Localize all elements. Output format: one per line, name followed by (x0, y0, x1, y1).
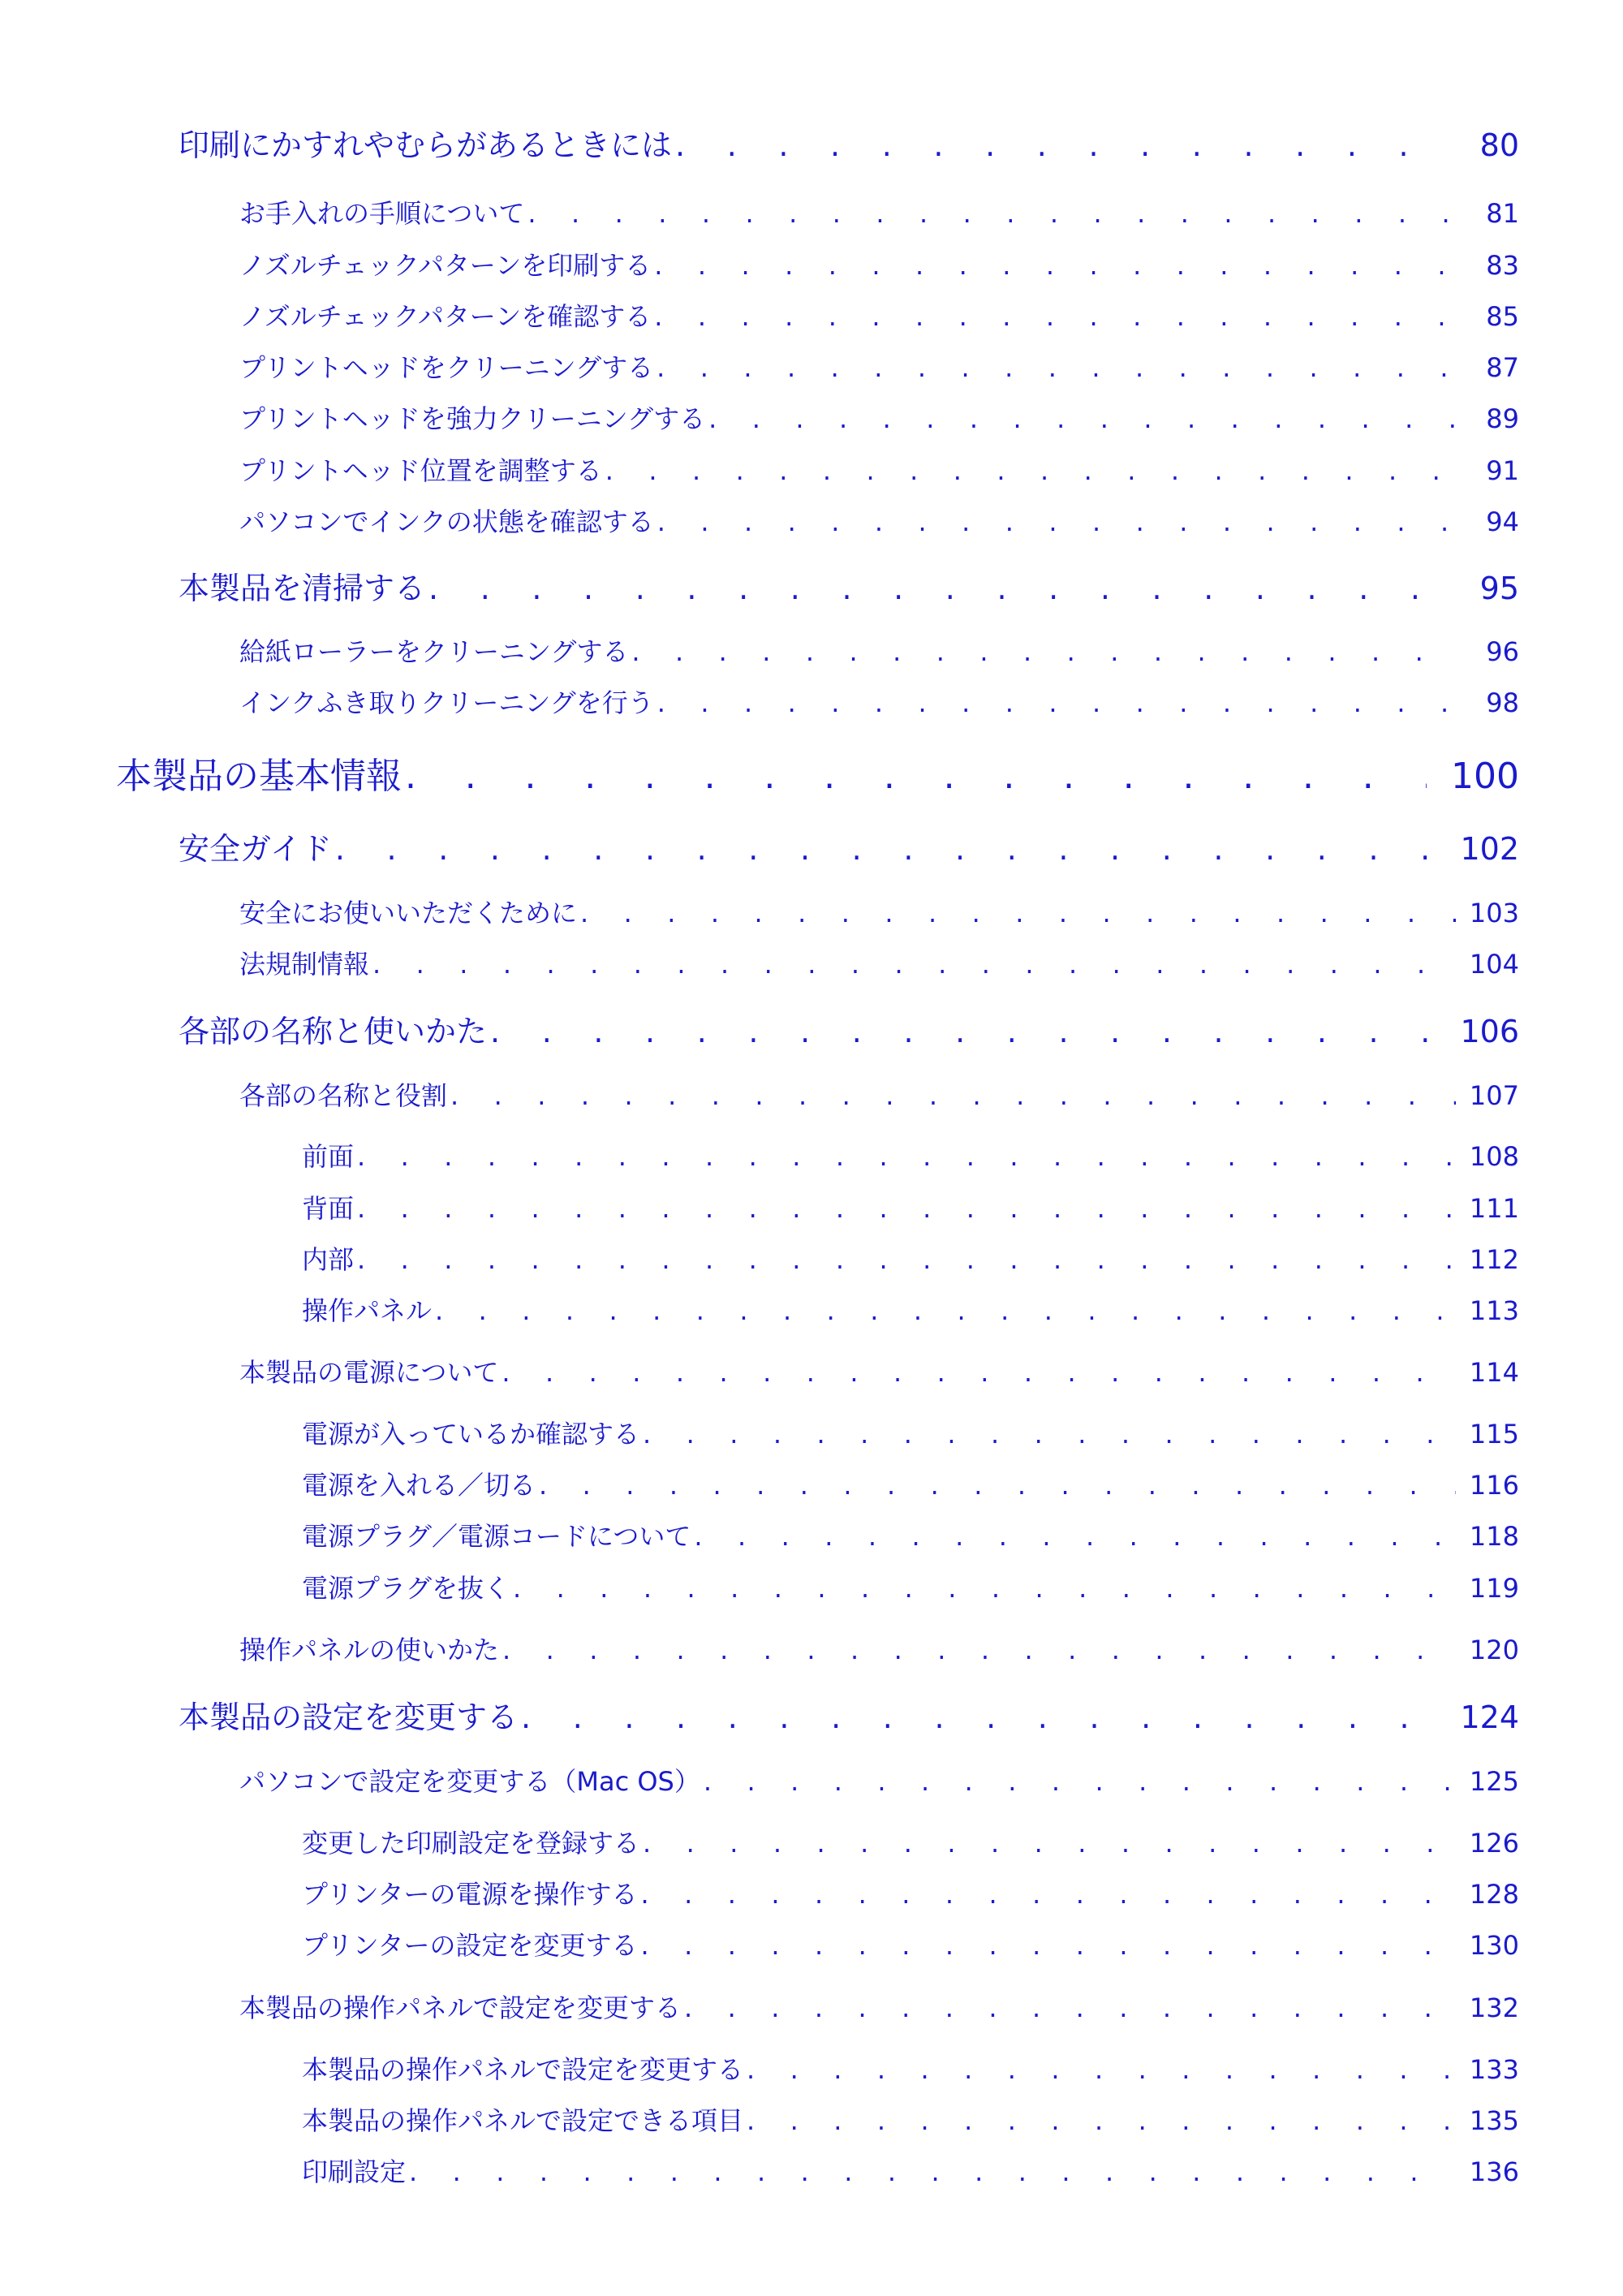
toc-entry-page: 85 (1486, 301, 1519, 332)
toc-entry-page: 125 (1469, 1766, 1519, 1797)
dot-leader (654, 250, 1456, 281)
toc-entry-title: ノズルチェックパターンを印刷する (239, 250, 652, 281)
toc-entry[interactable] (179, 563, 1519, 608)
toc-entry-page: 106 (1460, 1014, 1519, 1049)
dot-leader (747, 2105, 1456, 2136)
toc-entry-title: 電源が入っているか確認する (302, 1419, 640, 1450)
toc-entry-title: 本製品を清掃する (179, 571, 426, 606)
toc-entry-page: 124 (1460, 1699, 1519, 1735)
toc-entry-page: 112 (1469, 1244, 1519, 1275)
toc-entry-title: 本製品の設定を変更する (179, 1699, 519, 1735)
toc-entry-title: 本製品の電源について (239, 1357, 499, 1388)
toc-entry-page: 118 (1469, 1521, 1519, 1552)
dot-leader (640, 1879, 1456, 1910)
toc-entry-title: プリントヘッド位置を調整する (239, 455, 602, 486)
toc-entry[interactable] (179, 1006, 1519, 1051)
toc-entry-title: 各部の名称と使いかた (179, 1014, 488, 1049)
toc-entry-title: 本製品の操作パネルで設定できる項目 (302, 2105, 744, 2136)
dot-leader (409, 2156, 1456, 2187)
toc-entry-page: 81 (1486, 198, 1519, 229)
toc-entry[interactable] (302, 1188, 1519, 1226)
toc-entry[interactable] (239, 1761, 1519, 1798)
toc-entry-page: 133 (1469, 2054, 1519, 2085)
toc-entry-title: 変更した印刷設定を登録する (302, 1828, 640, 1859)
dot-leader (490, 1014, 1444, 1049)
dot-leader (657, 687, 1456, 718)
dot-leader (428, 571, 1444, 606)
dot-leader (513, 1573, 1456, 1604)
toc-entry-title: 印刷設定 (302, 2156, 407, 2187)
toc-entry-page: 103 (1469, 898, 1519, 928)
toc-entry[interactable] (239, 398, 1519, 436)
toc-entry[interactable] (302, 2100, 1519, 2138)
toc-entry-page: 111 (1469, 1193, 1519, 1224)
toc-entry-page: 98 (1486, 687, 1519, 718)
toc-entry-page: 96 (1486, 636, 1519, 667)
dot-leader (684, 1992, 1456, 2023)
toc-entry-page: 119 (1469, 1573, 1519, 1604)
toc-entry-page: 104 (1469, 949, 1519, 980)
toc-entry-title: プリンターの設定を変更する (302, 1930, 638, 1961)
toc-entry-title: パソコンでインクの状態を確認する (239, 506, 654, 537)
toc-entry-title: パソコンで設定を変更する（Mac OS） (239, 1766, 700, 1797)
toc-entry-title: 電源プラグ／電源コードについて (302, 1521, 691, 1552)
dot-leader (675, 127, 1444, 163)
toc-entry-page: 135 (1469, 2105, 1519, 2136)
toc-entry-page: 128 (1469, 1879, 1519, 1910)
toc-entry-page: 107 (1469, 1080, 1519, 1111)
dot-leader (502, 1357, 1456, 1388)
toc-entry[interactable] (302, 2049, 1519, 2087)
dot-leader (640, 1930, 1456, 1961)
toc-entry[interactable] (239, 296, 1519, 334)
toc-entry-page: 113 (1469, 1295, 1519, 1326)
dot-leader (747, 2054, 1456, 2085)
toc-entry-page: 100 (1451, 756, 1519, 797)
dot-leader (539, 1470, 1456, 1501)
toc-entry[interactable] (179, 1692, 1519, 1737)
toc-entry[interactable] (239, 450, 1519, 488)
toc-entry-title: 給紙ローラーをクリーニングする (239, 636, 629, 667)
toc-entry-page: 87 (1486, 352, 1519, 383)
dot-leader (435, 1295, 1456, 1326)
toc-entry[interactable] (302, 1239, 1519, 1277)
toc-entry-title: 本製品の操作パネルで設定を変更する (239, 1992, 682, 2023)
toc-entry-title: 安全ガイド (179, 831, 332, 867)
toc-entry[interactable] (302, 1465, 1519, 1502)
toc-entry-title: 背面 (302, 1193, 355, 1224)
dot-leader (643, 1419, 1456, 1450)
toc-entry-page: 114 (1469, 1357, 1519, 1388)
toc-entry-page: 116 (1469, 1470, 1519, 1501)
dot-leader (654, 301, 1456, 332)
toc-entry-page: 91 (1486, 455, 1519, 486)
toc-entry-title: 操作パネルの使いかた (239, 1635, 500, 1665)
toc-entry[interactable] (179, 824, 1519, 868)
dot-leader (605, 455, 1456, 486)
dot-leader (694, 1521, 1456, 1552)
dot-leader (580, 898, 1456, 928)
dot-leader (708, 403, 1456, 434)
toc-entry-page: 108 (1469, 1141, 1519, 1172)
toc-entry-title: インクふき取りクリーニングを行う (239, 687, 654, 718)
toc-entry-title: 操作パネル (302, 1295, 433, 1326)
dot-leader (704, 1766, 1456, 1797)
toc-entry[interactable] (239, 1988, 1519, 2025)
toc-entry-page: 120 (1469, 1635, 1519, 1665)
toc-entry[interactable] (302, 1414, 1519, 1451)
dot-leader (521, 1699, 1444, 1735)
toc-entry-title: 電源プラグを抜く (302, 1573, 510, 1604)
toc-entry-page: 130 (1469, 1930, 1519, 1961)
toc-entry[interactable] (239, 502, 1519, 539)
toc-entry-page: 136 (1469, 2156, 1519, 2187)
toc-entry-title: 内部 (302, 1244, 355, 1275)
toc-entry[interactable] (302, 1516, 1519, 1553)
toc-entry[interactable] (179, 120, 1519, 165)
toc-entry-page: 83 (1486, 250, 1519, 281)
toc-entry-title: プリントヘッドを強力クリーニングする (239, 403, 706, 434)
dot-leader (643, 1828, 1456, 1859)
dot-leader (657, 506, 1456, 537)
toc-entry-title: プリンターの電源を操作する (302, 1879, 638, 1910)
toc-entry-title: プリントヘッドをクリーニングする (239, 352, 654, 383)
dot-leader (335, 831, 1444, 867)
toc-entry-page: 95 (1479, 571, 1519, 606)
toc-entry[interactable] (239, 245, 1519, 282)
toc-entry-title: 印刷にかすれやむらがあるときには (179, 127, 673, 163)
toc-entry[interactable] (239, 631, 1519, 669)
toc-entry-title: 本製品の操作パネルで設定を変更する (302, 2054, 744, 2085)
toc-entry[interactable] (302, 1568, 1519, 1605)
toc-entry-title: 前面 (302, 1141, 355, 1172)
toc-entry-page: 94 (1486, 506, 1519, 537)
toc-entry-title: 安全にお使いいただくために (239, 898, 578, 928)
dot-leader (357, 1141, 1456, 1172)
toc-entry[interactable] (239, 1075, 1519, 1113)
toc-entry[interactable] (302, 1136, 1519, 1174)
toc-entry[interactable] (239, 944, 1519, 981)
toc-entry[interactable] (239, 193, 1519, 230)
toc-entry[interactable] (302, 1874, 1519, 1911)
dot-leader (657, 352, 1456, 383)
dot-leader (631, 636, 1456, 667)
toc-entry[interactable] (302, 1823, 1519, 1860)
toc-entry-title: 電源を入れる／切る (302, 1470, 536, 1501)
toc-entry[interactable] (302, 1290, 1519, 1328)
dot-leader (357, 1244, 1456, 1275)
toc-entry-title: お手入れの手順について (239, 198, 525, 229)
toc-entry-page: 115 (1469, 1419, 1519, 1450)
toc-entry-page: 102 (1460, 831, 1519, 867)
toc-entry[interactable] (302, 1925, 1519, 1962)
toc-entry[interactable] (239, 893, 1519, 930)
toc-entry[interactable] (239, 1630, 1519, 1667)
dot-leader (527, 198, 1456, 229)
toc-entry-page: 80 (1479, 127, 1519, 163)
toc-entry-title: 法規制情報 (239, 949, 370, 980)
toc-entry-page: 126 (1469, 1828, 1519, 1859)
dot-leader (502, 1635, 1456, 1665)
toc-entry-title: 各部の名称と役割 (239, 1080, 448, 1111)
toc-entry[interactable] (116, 747, 1519, 799)
toc-entry[interactable] (239, 1352, 1519, 1389)
dot-leader (357, 1193, 1456, 1224)
toc-entry[interactable] (239, 347, 1519, 385)
toc-entry-page: 89 (1486, 403, 1519, 434)
toc-entry[interactable] (302, 2152, 1519, 2189)
toc-entry-title: 本製品の基本情報 (116, 756, 402, 797)
dot-leader (450, 1080, 1456, 1111)
dot-leader (405, 756, 1427, 797)
toc-entry-title: ノズルチェックパターンを確認する (239, 301, 652, 332)
toc-entry[interactable] (239, 683, 1519, 720)
toc-entry-page: 132 (1469, 1992, 1519, 2023)
dot-leader (372, 949, 1456, 980)
